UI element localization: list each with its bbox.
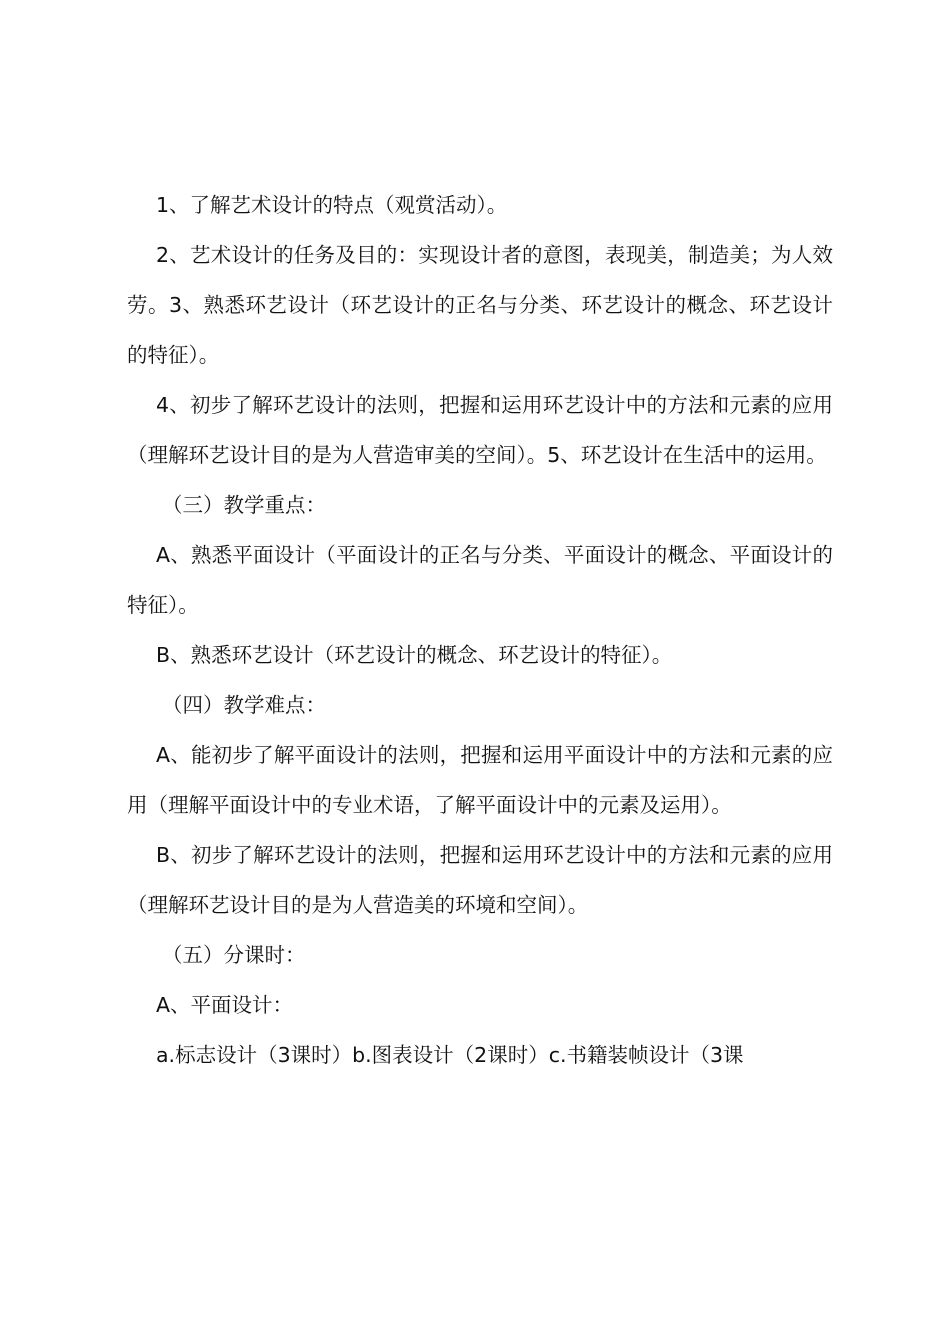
paragraph-graphic-design: A、平面设计： (156, 993, 294, 1017)
heading-teaching-focus: （三）教学重点： (162, 493, 326, 517)
paragraph-difficulty-a: A、能初步了解平面设计的法则，把握和运用平面设计中的方法和元素的应用（理解平面设计中的专业术语，了解平面设计中的元素及运用）。 (127, 743, 833, 817)
paragraph-goal-2-3: 2、艺术设计的任务及目的：实现设计者的意图，表现美，制造美；为人效劳。3、熟悉环艺设计（环艺设计的正名与分类、环艺设计的概念、环艺设计的特征）。 (127, 243, 833, 367)
document-body (127, 180, 833, 1080)
paragraph-focus-a: A、熟悉平面设计（平面设计的正名与分类、平面设计的概念、平面设计的特征）。 (127, 543, 833, 617)
paragraph-course-list: a.标志设计（3课时）b.图表设计（2课时）c.书籍装帧设计（3课 (156, 1043, 744, 1067)
paragraph-difficulty-b: B、初步了解环艺设计的法则，把握和运用环艺设计中的方法和元素的应用（理解环艺设计目的是为人营造美的环境和空间）。 (127, 843, 833, 917)
heading-lesson-hours: （五）分课时： (162, 943, 306, 967)
heading-teaching-difficulty: （四）教学难点： (162, 693, 326, 717)
paragraph-goal-4-5: 4、初步了解环艺设计的法则，把握和运用环艺设计中的方法和元素的应用（理解环艺设计目的是为人营造审美的空间）。5、环艺设计在生活中的运用。 (127, 393, 833, 467)
paragraph-goal-1: 1、了解艺术设计的特点（观赏活动）。 (156, 193, 508, 217)
paragraph-focus-b: B、熟悉环艺设计（环艺设计的概念、环艺设计的特征）。 (156, 643, 673, 667)
